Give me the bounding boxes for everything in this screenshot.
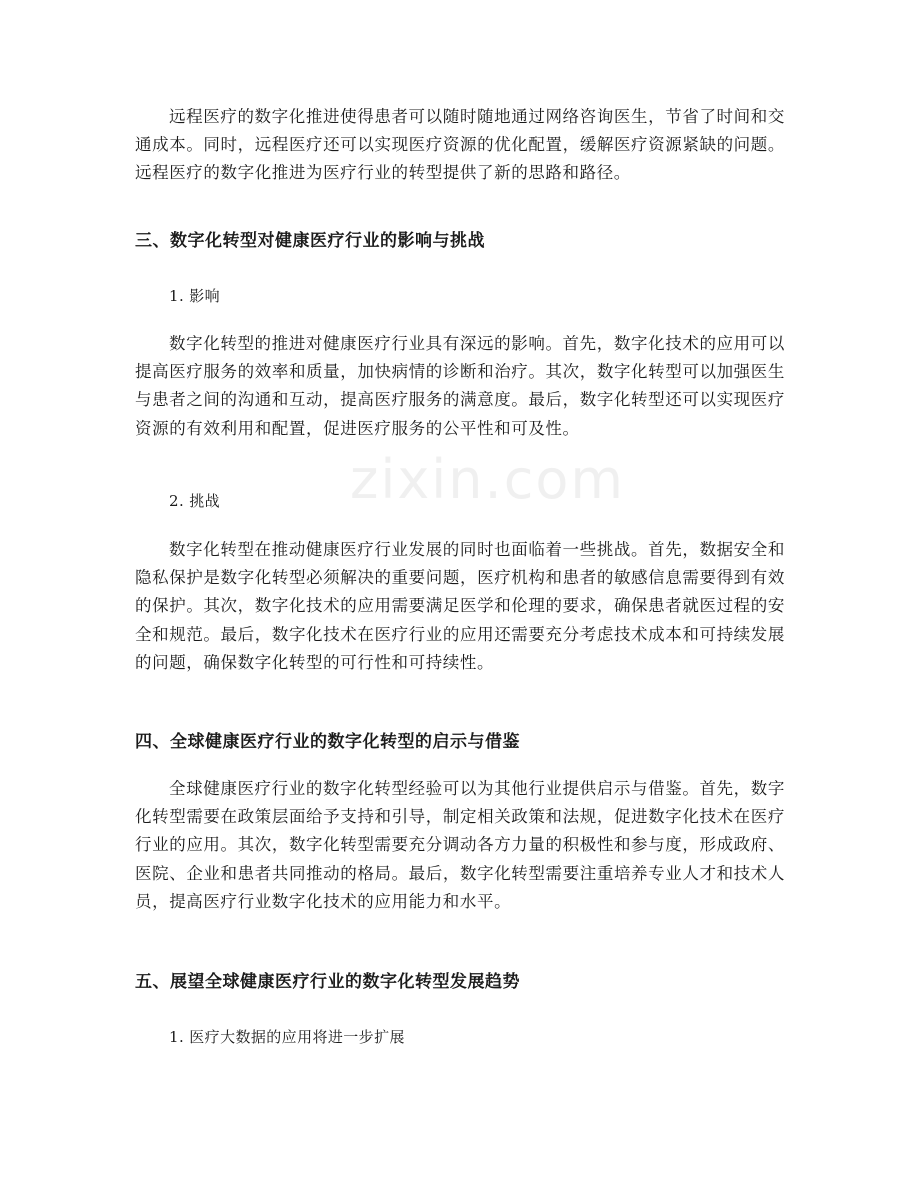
section-heading-5: 五、展望全球健康医疗行业的数字化转型发展趋势 [135, 972, 520, 992]
watermark: zixin.com [350, 448, 626, 511]
subheading-big-data: 1. 医疗大数据的应用将进一步扩展 [169, 1028, 405, 1046]
section-heading-4: 四、全球健康医疗行业的数字化转型的启示与借鉴 [135, 732, 520, 752]
paragraph-lessons: 全球健康医疗行业的数字化转型经验可以为其他行业提供启示与借鉴。首先，数字化转型需要在政策层面给予支持和引导，制定相关政策和法规，促进数字化技术在医疗行业的应用。其次，数字化转型需要充分调动各方力量的积极性和参与度，形成政府、医院、企业和患者共同推动的格局。最后，数字化转型需要注重培养专业人才和技术人员，提高医疗行业数字化技术的应用能力和水平。 [135, 779, 785, 911]
paragraph-telemedicine: 远程医疗的数字化推进使得患者可以随时随地通过网络咨询医生，节省了时间和交通成本。同时，远程医疗还可以实现医疗资源的优化配置，缓解医疗资源紧缺的问题。远程医疗的数字化推进为医疗行业的转型提供了新的思路和路径。 [135, 107, 785, 183]
paragraph-impact: 数字化转型的推进对健康医疗行业具有深远的影响。首先，数字化技术的应用可以提高医疗服务的效率和质量，加快病情的诊断和治疗。其次，数字化转型可以加强医生与患者之间的沟通和互动，提高医疗服务的满意度。最后，数字化转型还可以实现医疗资源的有效利用和配置，促进医疗服务的公平性和可及性。 [135, 334, 785, 438]
section-heading-3: 三、数字化转型对健康医疗行业的影响与挑战 [135, 231, 485, 251]
subheading-challenges: 2. 挑战 [169, 492, 221, 510]
paragraph-challenges: 数字化转型在推动健康医疗行业发展的同时也面临着一些挑战。首先，数据安全和隐私保护是数字化转型必须解决的重要问题，医疗机构和患者的敏感信息需要得到有效的保护。其次，数字化技术的应用需要满足医学和伦理的要求，确保患者就医过程的安全和规范。最后，数字化技术在医疗行业的应用还需要充分考虑技术成本和可持续发展的问题，确保数字化转型的可行性和可持续性。 [135, 540, 785, 672]
subheading-impact: 1. 影响 [169, 287, 221, 305]
